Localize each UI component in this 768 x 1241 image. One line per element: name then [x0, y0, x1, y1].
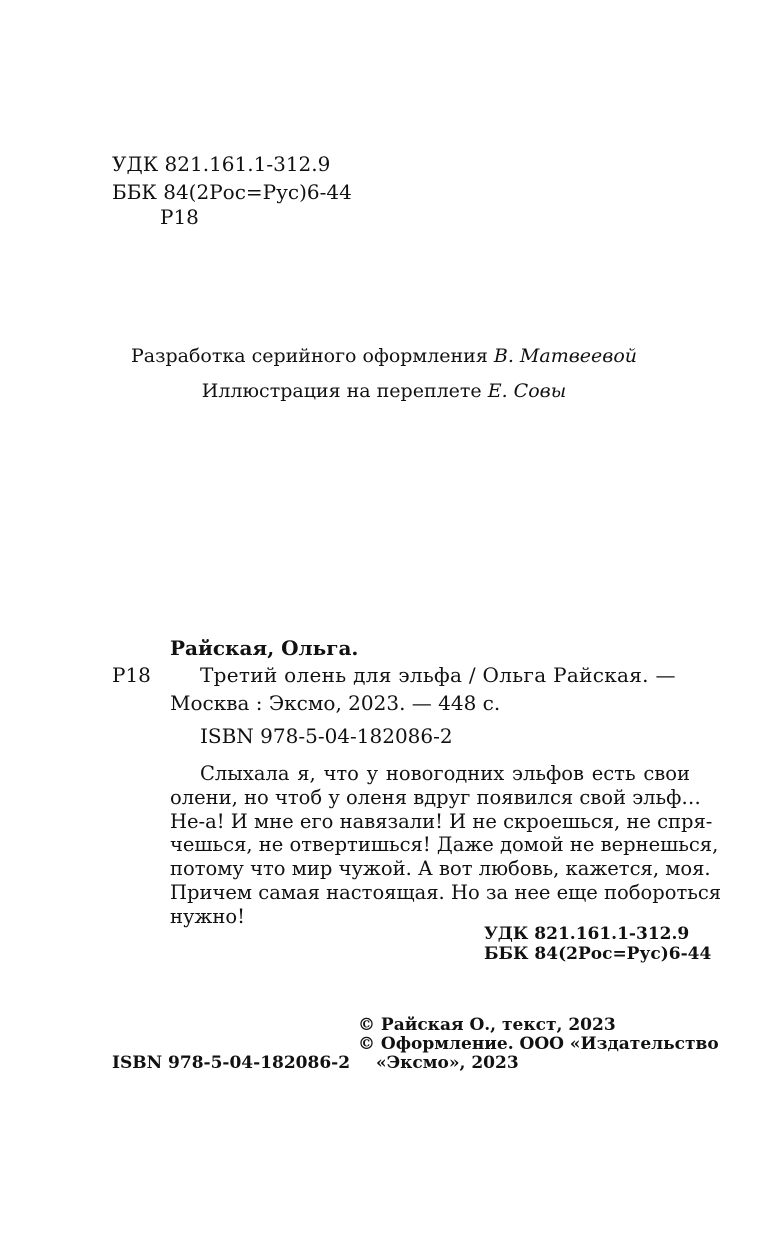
annotation-line: олени, но чтоб у оленя вдруг появился свой эльф… [170, 785, 701, 809]
bbk-header: ББК 84(2Рос=Рус)6-44 [112, 180, 352, 204]
illustration-label: Иллюстрация на переплете [201, 380, 482, 402]
footer-isbn: ISBN 978-5-04-182086-2 [112, 1053, 351, 1073]
copyright-text: © Райская О., текст, 2023 [358, 1015, 616, 1035]
annotation-line: Причем самая настоящая. Но за нее еще побороться [170, 880, 722, 904]
series-design-label: Разработка серийного оформления [131, 345, 488, 367]
illustration-credit [0, 380, 768, 402]
record-code: Р18 [112, 663, 151, 687]
annotation-line: Слыхала я, что у новогодних эльфов есть свои [200, 762, 690, 785]
annotation-line: чешься, не отвертишься! Даже домой не вернешься, [170, 833, 719, 857]
annotation-line: потому что мир чужой. А вот любовь, кажется, моя. [170, 857, 711, 881]
annotation-line: нужно! [170, 904, 245, 928]
copyright-design-cont: «Эксмо», 2023 [376, 1053, 519, 1073]
record-isbn: ISBN 978-5-04-182086-2 [200, 724, 453, 748]
bbk-classification: ББК 84(2Рос=Рус)6-44 [484, 944, 712, 964]
author-code-header: Р18 [160, 205, 199, 229]
copyright-design: © Оформление. ООО «Издательство [358, 1034, 719, 1054]
annotation [170, 762, 722, 929]
series-design-name: В. Матвеевой [493, 345, 637, 367]
udk-header: УДК 821.161.1-312.9 [112, 152, 331, 176]
annotation-line: Не-а! И мне его навязали! И не скроешься, не спря- [170, 809, 713, 833]
udk-classification: УДК 821.161.1-312.9 [484, 924, 690, 944]
record-imprint-line: Москва : Эксмо, 2023. — 448 с. [170, 691, 501, 715]
record-title-line: Третий олень для эльфа / Ольга Райская. — [200, 663, 676, 687]
illustration-name: Е. Совы [487, 380, 567, 402]
record-author: Райская, Ольга. [170, 636, 359, 660]
series-design-credit [0, 345, 768, 367]
